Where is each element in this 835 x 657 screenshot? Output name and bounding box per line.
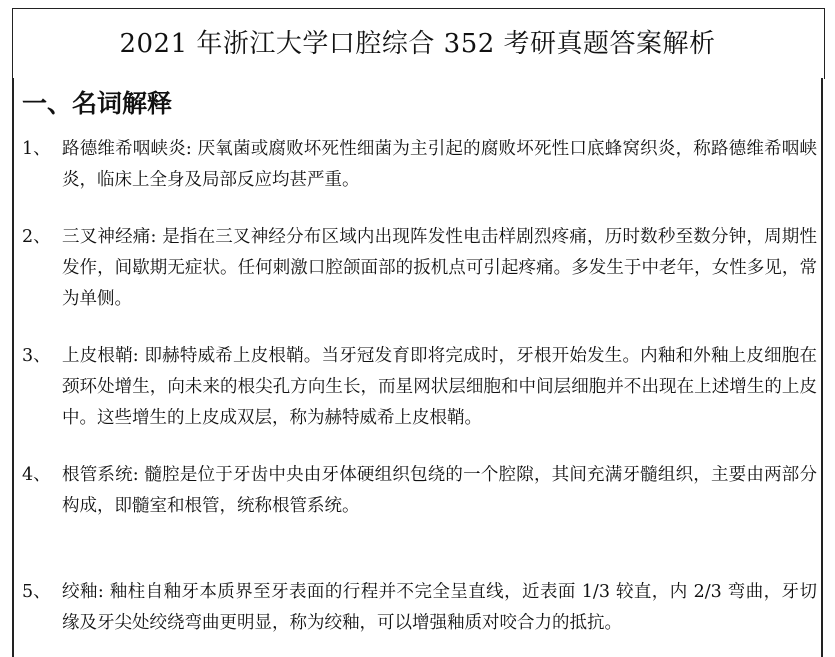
list-item <box>22 222 817 315</box>
list-item <box>22 134 817 196</box>
item-number: 4、 <box>22 465 51 485</box>
item-term: 三叉神经痛: <box>62 227 157 247</box>
item-text <box>62 460 817 522</box>
page-border-left <box>12 78 14 657</box>
item-definition: 髓腔是位于牙齿中央由牙体硬组织包绕的一个腔隙，其间充满牙髓组织，主要由两部分构成，即髓室和根管，统称根管系统。 <box>62 465 817 516</box>
list-item <box>22 577 817 639</box>
list-item <box>22 341 817 434</box>
item-text <box>62 341 817 434</box>
item-definition: 釉柱自釉牙本质界至牙表面的行程并不完全呈直线，近表面 1/3 较直，内 2/3 弯曲，牙切缘及牙尖处绞绕弯曲更明显，称为绞釉，可以增强釉质对咬合力的抵抗。 <box>62 582 817 633</box>
item-definition: 厌氧菌或腐败坏死性细菌为主引起的腐败坏死性口底蜂窝织炎，称路德维希咽峡炎，临床上全身及局部反应均甚严重。 <box>62 139 817 190</box>
item-text <box>62 222 817 315</box>
item-number: 1、 <box>22 139 51 159</box>
item-term: 上皮根鞘: <box>62 346 139 366</box>
item-definition: 即赫特威希上皮根鞘。当牙冠发育即将完成时，牙根开始发生。内釉和外釉上皮细胞在颈环处增生，向未来的根尖孔方向生长，而星网状层细胞和中间层细胞并不出现在上述增生的上皮中。这些增生的上皮成双层，称为赫特威希上皮根鞘。 <box>62 346 817 428</box>
item-term: 路德维希咽峡炎: <box>62 139 192 159</box>
item-number: 5、 <box>22 582 51 602</box>
item-text <box>62 134 817 196</box>
item-definition: 是指在三叉神经分布区域内出现阵发性电击样剧烈疼痛，历时数秒至数分钟，周期性发作，间歇期无症状。任何刺激口腔颌面部的扳机点可引起疼痛。多发生于中老年，女性多见，常为单侧。 <box>62 227 817 309</box>
item-text <box>62 577 817 639</box>
item-number: 2、 <box>22 227 51 247</box>
item-term: 绞釉: <box>62 582 104 602</box>
document-title: 2021 年浙江大学口腔综合 352 考研真题答案解析 <box>119 29 716 59</box>
list-item <box>22 460 817 522</box>
item-term: 根管系统: <box>62 465 139 485</box>
section-heading: 一、名词解释 <box>22 89 173 118</box>
item-number: 3、 <box>22 346 51 366</box>
page-border-right <box>821 78 823 657</box>
